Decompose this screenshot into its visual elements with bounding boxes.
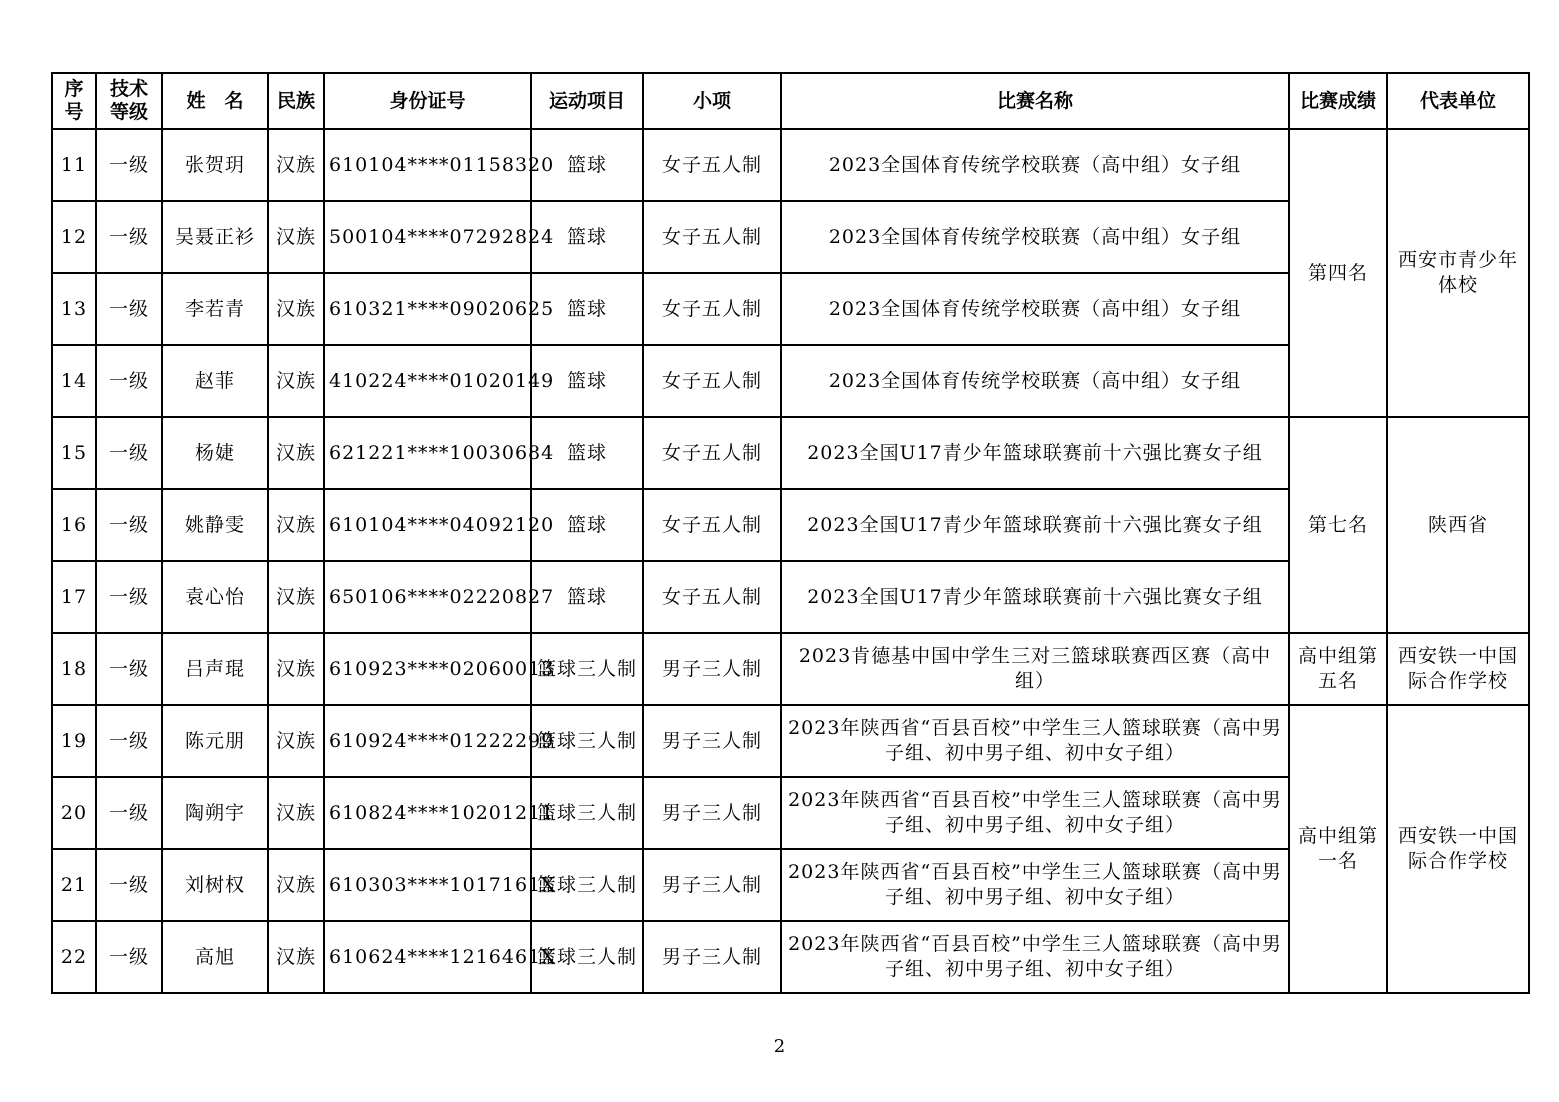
cell-event: 女子五人制	[643, 129, 781, 201]
cell-sport: 篮球三人制	[531, 777, 643, 849]
cell-level: 一级	[96, 417, 162, 489]
cell-sport: 篮球	[531, 561, 643, 633]
cell-ethnicity: 汉族	[268, 705, 324, 777]
header-competition: 比赛名称	[781, 73, 1289, 129]
cell-name: 陶朔宇	[162, 777, 268, 849]
cell-ethnicity: 汉族	[268, 921, 324, 993]
cell-competition: 2023全国U17青少年篮球联赛前十六强比赛女子组	[781, 489, 1289, 561]
cell-level: 一级	[96, 345, 162, 417]
header-sport: 运动项目	[531, 73, 643, 129]
header-seq: 序号	[52, 73, 96, 129]
cell-result-group: 第四名	[1289, 129, 1387, 417]
cell-id-number: 650106****02220827	[324, 561, 531, 633]
cell-name: 李若青	[162, 273, 268, 345]
cell-name: 高旭	[162, 921, 268, 993]
cell-level: 一级	[96, 273, 162, 345]
cell-event: 女子五人制	[643, 417, 781, 489]
table-header-row	[52, 73, 1529, 129]
cell-seq: 21	[52, 849, 96, 921]
cell-level: 一级	[96, 921, 162, 993]
cell-id-number: 610924****01222299	[324, 705, 531, 777]
cell-seq: 15	[52, 417, 96, 489]
header-unit: 代表单位	[1387, 73, 1529, 129]
cell-ethnicity: 汉族	[268, 201, 324, 273]
cell-sport: 篮球三人制	[531, 633, 643, 705]
cell-sport: 篮球三人制	[531, 705, 643, 777]
cell-competition: 2023全国体育传统学校联赛（高中组）女子组	[781, 129, 1289, 201]
cell-id-number: 410224****01020149	[324, 345, 531, 417]
cell-sport: 篮球三人制	[531, 921, 643, 993]
cell-event: 女子五人制	[643, 201, 781, 273]
cell-id-number: 610303****1017161X	[324, 849, 531, 921]
cell-competition: 2023全国U17青少年篮球联赛前十六强比赛女子组	[781, 561, 1289, 633]
cell-seq: 14	[52, 345, 96, 417]
cell-ethnicity: 汉族	[268, 849, 324, 921]
cell-ethnicity: 汉族	[268, 633, 324, 705]
cell-event: 男子三人制	[643, 921, 781, 993]
cell-competition: 2023全国体育传统学校联赛（高中组）女子组	[781, 273, 1289, 345]
cell-ethnicity: 汉族	[268, 129, 324, 201]
cell-id-number: 610321****09020625	[324, 273, 531, 345]
header-event: 小项	[643, 73, 781, 129]
cell-competition: 2023全国体育传统学校联赛（高中组）女子组	[781, 201, 1289, 273]
cell-ethnicity: 汉族	[268, 489, 324, 561]
table-row	[52, 705, 1529, 777]
cell-id-number: 610104****04092120	[324, 489, 531, 561]
cell-result-group: 高中组第五名	[1289, 633, 1387, 705]
cell-unit-group: 西安铁一中国际合作学校	[1387, 705, 1529, 993]
cell-competition: 2023全国U17青少年篮球联赛前十六强比赛女子组	[781, 417, 1289, 489]
page-number: 2	[773, 1036, 786, 1057]
cell-seq: 20	[52, 777, 96, 849]
cell-seq: 18	[52, 633, 96, 705]
cell-competition: 2023年陕西省“百县百校”中学生三人篮球联赛（高中男子组、初中男子组、初中女子组）	[781, 849, 1289, 921]
cell-event: 男子三人制	[643, 777, 781, 849]
table-row	[52, 417, 1529, 489]
cell-name: 袁心怡	[162, 561, 268, 633]
cell-competition: 2023年陕西省“百县百校”中学生三人篮球联赛（高中男子组、初中男子组、初中女子组）	[781, 705, 1289, 777]
cell-seq: 16	[52, 489, 96, 561]
cell-event: 男子三人制	[643, 633, 781, 705]
cell-sport: 篮球三人制	[531, 849, 643, 921]
cell-result-group: 高中组第一名	[1289, 705, 1387, 993]
header-ethnicity: 民族	[268, 73, 324, 129]
cell-id-number: 610923****02060013	[324, 633, 531, 705]
cell-event: 女子五人制	[643, 489, 781, 561]
header-name: 姓 名	[162, 73, 268, 129]
cell-id-number: 500104****07292824	[324, 201, 531, 273]
cell-competition: 2023年陕西省“百县百校”中学生三人篮球联赛（高中男子组、初中男子组、初中女子组）	[781, 777, 1289, 849]
cell-sport: 篮球	[531, 417, 643, 489]
cell-level: 一级	[96, 849, 162, 921]
cell-id-number: 610824****10201211	[324, 777, 531, 849]
cell-name: 吕声琨	[162, 633, 268, 705]
cell-sport: 篮球	[531, 345, 643, 417]
cell-sport: 篮球	[531, 273, 643, 345]
cell-name: 赵菲	[162, 345, 268, 417]
cell-ethnicity: 汉族	[268, 777, 324, 849]
cell-seq: 11	[52, 129, 96, 201]
cell-level: 一级	[96, 633, 162, 705]
cell-seq: 13	[52, 273, 96, 345]
cell-name: 杨婕	[162, 417, 268, 489]
cell-name: 刘树权	[162, 849, 268, 921]
cell-seq: 19	[52, 705, 96, 777]
cell-ethnicity: 汉族	[268, 417, 324, 489]
cell-competition: 2023年陕西省“百县百校”中学生三人篮球联赛（高中男子组、初中男子组、初中女子组）	[781, 921, 1289, 993]
cell-sport: 篮球	[531, 201, 643, 273]
athlete-roster-table	[51, 72, 1530, 994]
table-row	[52, 633, 1529, 705]
header-result: 比赛成绩	[1289, 73, 1387, 129]
cell-result-group: 第七名	[1289, 417, 1387, 633]
cell-name: 吴聂正衫	[162, 201, 268, 273]
cell-level: 一级	[96, 129, 162, 201]
table-row	[52, 129, 1529, 201]
cell-seq: 17	[52, 561, 96, 633]
cell-level: 一级	[96, 561, 162, 633]
cell-seq: 22	[52, 921, 96, 993]
cell-event: 女子五人制	[643, 345, 781, 417]
cell-ethnicity: 汉族	[268, 273, 324, 345]
cell-event: 女子五人制	[643, 561, 781, 633]
cell-id-number: 610104****01158320	[324, 129, 531, 201]
cell-unit-group: 陕西省	[1387, 417, 1529, 633]
cell-ethnicity: 汉族	[268, 561, 324, 633]
cell-id-number: 610624****1216461X	[324, 921, 531, 993]
cell-event: 男子三人制	[643, 705, 781, 777]
cell-level: 一级	[96, 777, 162, 849]
cell-name: 姚静雯	[162, 489, 268, 561]
cell-seq: 12	[52, 201, 96, 273]
cell-unit-group: 西安市青少年体校	[1387, 129, 1529, 417]
cell-id-number: 621221****10030684	[324, 417, 531, 489]
cell-competition: 2023肯德基中国中学生三对三篮球联赛西区赛（高中组）	[781, 633, 1289, 705]
cell-name: 陈元朋	[162, 705, 268, 777]
cell-event: 女子五人制	[643, 273, 781, 345]
cell-level: 一级	[96, 489, 162, 561]
header-level: 技术等级	[96, 73, 162, 129]
cell-level: 一级	[96, 705, 162, 777]
cell-competition: 2023全国体育传统学校联赛（高中组）女子组	[781, 345, 1289, 417]
cell-name: 张贺玥	[162, 129, 268, 201]
cell-sport: 篮球	[531, 129, 643, 201]
cell-unit-group: 西安铁一中国际合作学校	[1387, 633, 1529, 705]
header-id-number: 身份证号	[324, 73, 531, 129]
cell-level: 一级	[96, 201, 162, 273]
cell-ethnicity: 汉族	[268, 345, 324, 417]
cell-sport: 篮球	[531, 489, 643, 561]
cell-event: 男子三人制	[643, 849, 781, 921]
